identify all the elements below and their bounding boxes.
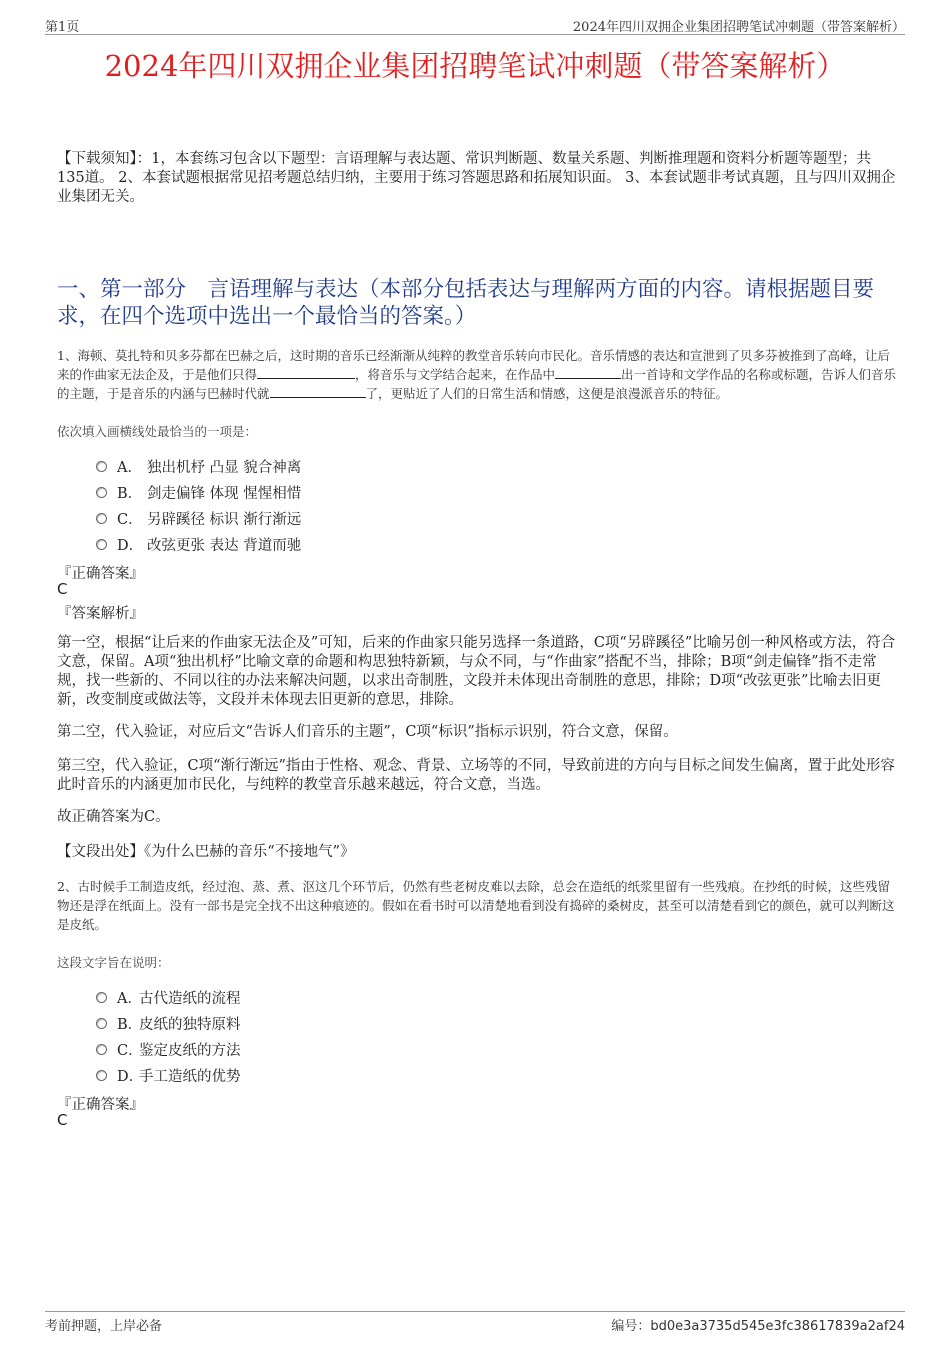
radio-icon[interactable]	[96, 992, 107, 1003]
radio-icon[interactable]	[96, 1018, 107, 1029]
question-1-options	[96, 453, 301, 557]
option-b[interactable]: B． 剑走偏锋 体现 惺惺相惜	[96, 479, 301, 505]
section-heading: 一、第一部分 言语理解与表达（本部分包括表达与理解两方面的内容。请根据题目要求，在四个选项中选出一个最恰当的答案。）	[57, 277, 875, 329]
option-a[interactable]: A． 古代造纸的流程	[96, 984, 241, 1010]
option-d[interactable]: D． 手工造纸的优势	[96, 1062, 241, 1088]
option-d[interactable]: D． 改弦更张 表达 背道而驰	[96, 531, 301, 557]
analysis-paragraph-2: 第二空，代入验证，对应后文“告诉人们音乐的主题”，C项“标识”指标示识别，符合文意，保留。	[57, 724, 678, 740]
answer-label: 『正确答案』	[57, 566, 144, 582]
question-2-lead: 这段文字旨在说明：	[57, 955, 170, 970]
page-number: 第1页	[45, 20, 80, 35]
option-c[interactable]: C． 鉴定皮纸的方法	[96, 1036, 241, 1062]
blank-3	[270, 385, 366, 398]
question-1-stem: 1、海顿、莫扎特和贝多芬都在巴赫之后，这时期的音乐已经渐渐从纯粹的教堂音乐转向市民化。音乐情感的表达和宣泄到了贝多芬被推到了高峰，让后来的作曲家无法企及，于是他们只得 ，将音乐与文学结合起来，在作品中 出一首诗和文学作品的名称或标题，告诉人们音乐的主题，于是音乐的内涵与巴赫时代就 了，更贴近了人们的日常生活和情感，这便是浪漫派音乐的特征。	[57, 348, 897, 401]
radio-icon[interactable]	[96, 1044, 107, 1055]
footer-slogan: 考前押题，上岸必备	[45, 1319, 163, 1334]
answer-label: 『正确答案』	[57, 1097, 144, 1113]
blank-2	[555, 366, 621, 379]
radio-icon[interactable]	[96, 487, 107, 498]
question-2-stem: 2、古时候手工制造皮纸，经过泡、蒸、煮、沤这几个环节后，仍然有些老树皮难以去除，总会在造纸的纸浆里留有一些残痕。在抄纸的时候，这些残留物还是浮在纸面上。没有一部书是完全找不出这种痕迹的。假如在看书时可以清楚地看到没有捣碎的桑树皮，甚至可以清楚看到它的颜色，就可以判断这是皮纸。	[57, 879, 895, 932]
answer-value: C	[57, 1111, 68, 1129]
radio-icon[interactable]	[96, 461, 107, 472]
answer-value: C	[57, 580, 68, 598]
page-header	[45, 14, 905, 35]
page-footer	[45, 1311, 905, 1336]
analysis-paragraph-1: 第一空，根据“让后来的作曲家无法企及”可知，后来的作曲家只能另选择一条道路，C项“另辟蹊径”比喻另创一种风格或方法，符合文意，保留。A项“独出机杼”比喻文章的命题和构思独特新颖，与众不同，与“作曲家”搭配不当，排除；B项“剑走偏锋”指不走常规，找一些新的、不同以往的办法来解决问题，以求出奇制胜，文段并未体现出奇制胜的意思，排除；D项“改弦更张”比喻去旧更新，改变制度或做法等，文段并未体现去旧更新的意思，排除。	[57, 635, 896, 708]
analysis-paragraph-3: 第三空，代入验证，C项“渐行渐远”指由于性格、观念、背景、立场等的不同，导致前进的方向与目标之间发生偏离，置于此处形容此时音乐的内涵更加市民化，与纯粹的教堂音乐越来越远，符合文意，当选。	[57, 758, 895, 793]
document-title: 2024年四川双拥企业集团招聘笔试冲刺题（带答案解析）	[104, 49, 846, 83]
header-doc-title: 2024年四川双拥企业集团招聘笔试冲刺题（带答案解析）	[572, 20, 905, 35]
source-citation: 【文段出处】《为什么巴赫的音乐“不接地气”》	[57, 844, 355, 860]
question-2-options	[96, 984, 241, 1088]
footer-code: 编号：bd0e3a3735d545e3fc38617839a2af24	[611, 1319, 905, 1334]
radio-icon[interactable]	[96, 513, 107, 524]
download-notice: 【下载须知】：1，本套练习包含以下题型：言语理解与表达题、常识判断题、数量关系题、判断推理题和资料分析题等题型；共135道。 2、本套试题根据常见招考题总结归纳，主要用于练习答题思路和拓展知识面。 3、本套试题非考试真题，且与四川双拥企业集团无关。	[57, 151, 896, 205]
question-1-lead: 依次填入画横线处最恰当的一项是：	[57, 424, 258, 439]
conclusion: 故正确答案为C。	[57, 809, 170, 825]
analysis-label: 『答案解析』	[57, 606, 144, 622]
option-c[interactable]: C． 另辟蹊径 标识 渐行渐远	[96, 505, 301, 531]
radio-icon[interactable]	[96, 539, 107, 550]
option-a[interactable]: A． 独出机杼 凸显 貌合神离	[96, 453, 301, 479]
radio-icon[interactable]	[96, 1070, 107, 1081]
option-b[interactable]: B． 皮纸的独特原料	[96, 1010, 241, 1036]
blank-1	[257, 366, 355, 379]
